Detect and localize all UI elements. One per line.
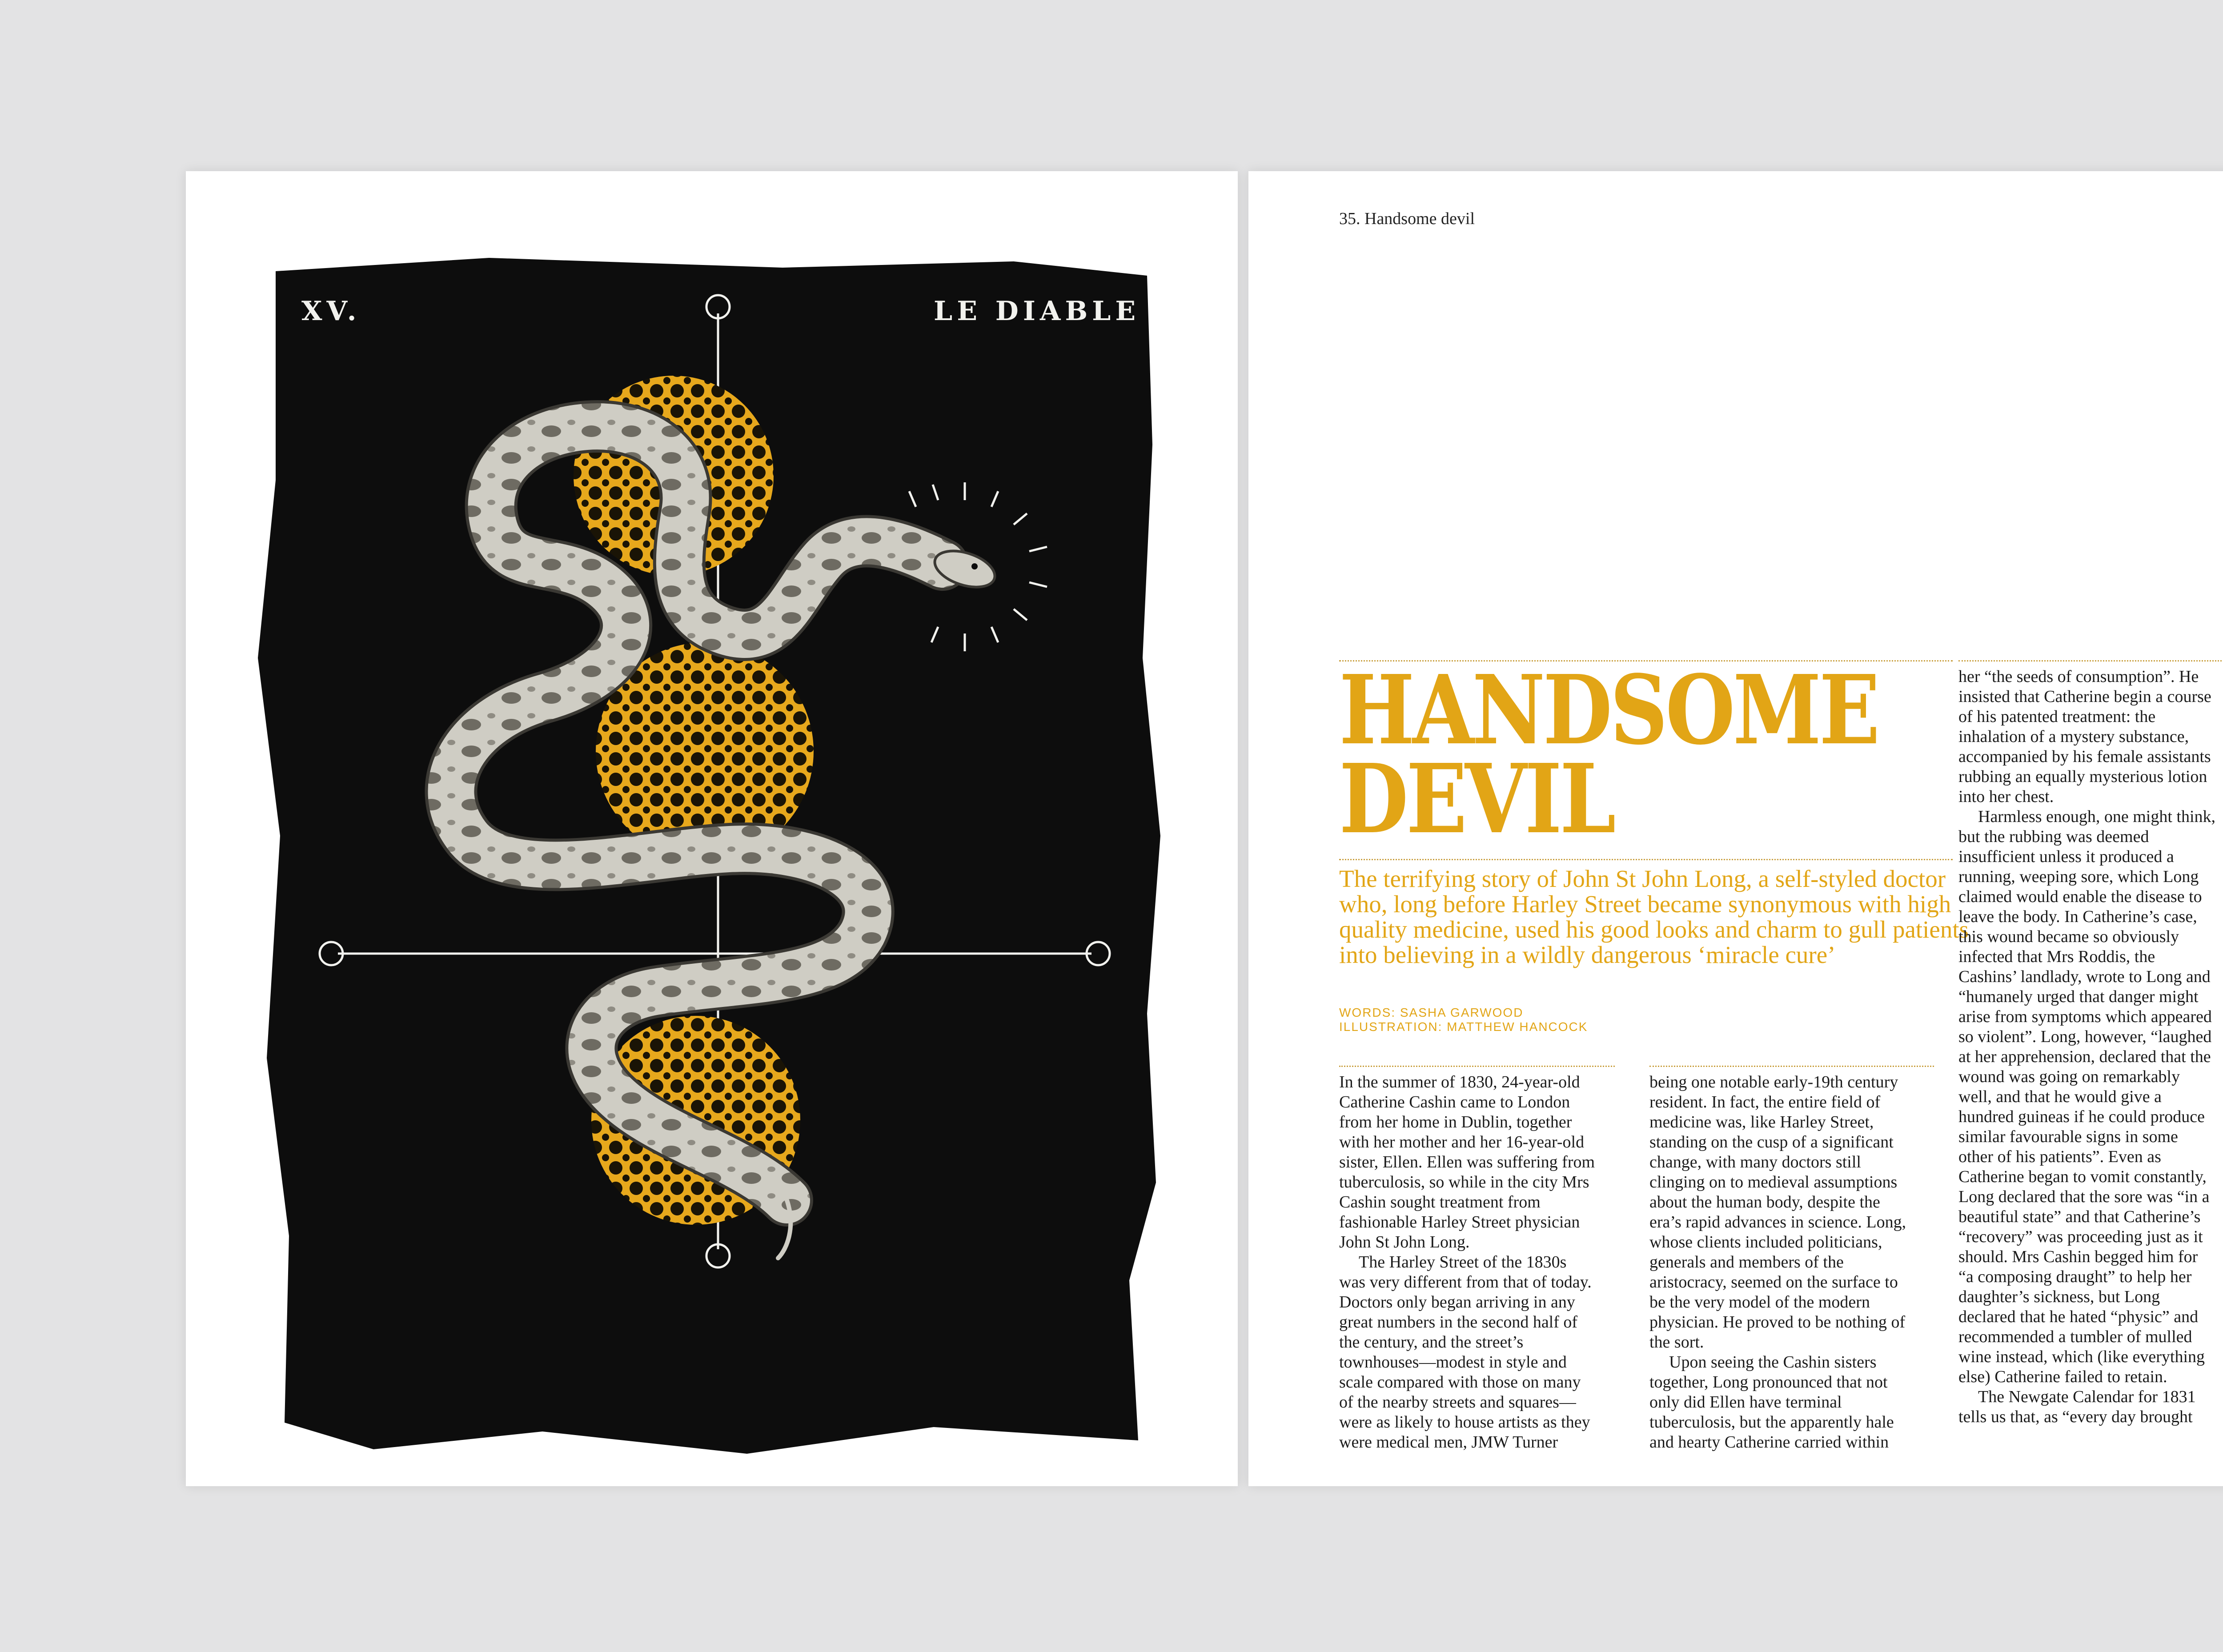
paragraph: The Newgate Calendar for 1831 tells us that, as “every day brought bbox=[1958, 1387, 2196, 1426]
snake-eye bbox=[971, 563, 978, 569]
credits bbox=[1339, 1006, 1588, 1034]
column-2-rule bbox=[1649, 1066, 1934, 1067]
card-name: LE DIABLE bbox=[934, 296, 1140, 327]
paragraph: Harmless enough, one might think, but the rubbing was deemed insufficient unless it produced a running, weeping sore, which Long claimed would enable the disease to leave the body. In Catherine’s case, this wound became so obviously infected that Mrs Roddis, the Cashins’ landlady, wrote to Long and “humanely urged that danger might arise from symptoms which appeared so violent”. Long, however, “laughed at her apprehension, declared that the wound was going on remarkably well, and that he would give a hundred guineas if he could produce similar favourable signs in some other of his patients”. Even as Catherine began to vomit constantly, Long declared that the sore was “in a beautiful state” and that Catherine’s “recovery” was proceeding just as it should. Mrs Cashin begged him for “a composing draught” to help her daughter’s sickness, but Long declared that he hated “physic” and recommended a tumbler of mulled wine instead, which (like everything else) Catherine failed to retain. bbox=[1958, 807, 2216, 1386]
paragraph: The Harley Street of the 1830s was very different from that of today. Doctors only began arriving in any great numbers in the second half of the century, and the street’s townhouses—modest in style and scale compared with those on many of the nearby streets and squares—were as likely to house artists as they were medical men, JMW Turner bbox=[1339, 1253, 1592, 1452]
card-numeral: XV. bbox=[301, 296, 361, 327]
paragraph: Upon seeing the Cashin sisters together, Long pronounced that not only did Ellen have terminal tuberculosis, but the apparently hale and hearty Catherine carried within bbox=[1649, 1353, 1894, 1452]
standfirst: The terrifying story of John St John Long, a self-styled doctor who, long before Harley Street became synonymous with high quality medicine, used his good looks and charm to gull patients into believing in a wildly dangerous ‘miracle cure’ bbox=[1339, 865, 1969, 968]
headline-line-2: DEVIL bbox=[1339, 743, 1614, 855]
credit-words: WORDS: SASHA GARWOOD bbox=[1339, 1006, 1524, 1019]
paragraph: In the summer of 1830, 24-year-old Catherine Cashin came to London from her home in Dublin, together with her mother and her 16-year-old sister, Ellen. Ellen was suffering from tuberculosis, so while in the city Mrs Cashin sought treatment from fashionable Harley Street physician John St John Long. bbox=[1339, 1073, 1595, 1251]
headline bbox=[1339, 654, 1878, 855]
folio: 35. Handsome devil bbox=[1339, 209, 1475, 228]
paragraph: her “the seeds of consumption”. He insisted that Catherine begin a course of his patented treatment: the inhalation of a mystery substance, accompanied by his female assistants rubbing an equally mysterious lotion into her chest. bbox=[1958, 667, 2211, 806]
body-column-1 bbox=[1339, 1072, 1597, 1452]
le-diable-illustration bbox=[258, 258, 1169, 1454]
column-1-rule bbox=[1339, 1066, 1615, 1067]
standfirst-rule bbox=[1339, 859, 1953, 860]
body-column-3 bbox=[1958, 667, 2216, 1427]
credit-illustration: ILLUSTRATION: MATTHEW HANCOCK bbox=[1339, 1020, 1588, 1034]
paragraph: being one notable early-19th century resident. In fact, the entire field of medicine was, like Harley Street, standing on the cusp of a significant change, with many doctors still clinging on to medieval assumptions about the human body, despite the era’s rapid advances in science. Long, whose clients included politicians, generals and members of the aristocracy, seemed on the surface to be the very model of the modern physician. He proved to be nothing of the sort. bbox=[1649, 1073, 1906, 1351]
column-3-rule bbox=[1958, 660, 2223, 662]
headline-line-1: HANDSOME bbox=[1339, 654, 1878, 766]
body-column-2 bbox=[1649, 1072, 1907, 1452]
